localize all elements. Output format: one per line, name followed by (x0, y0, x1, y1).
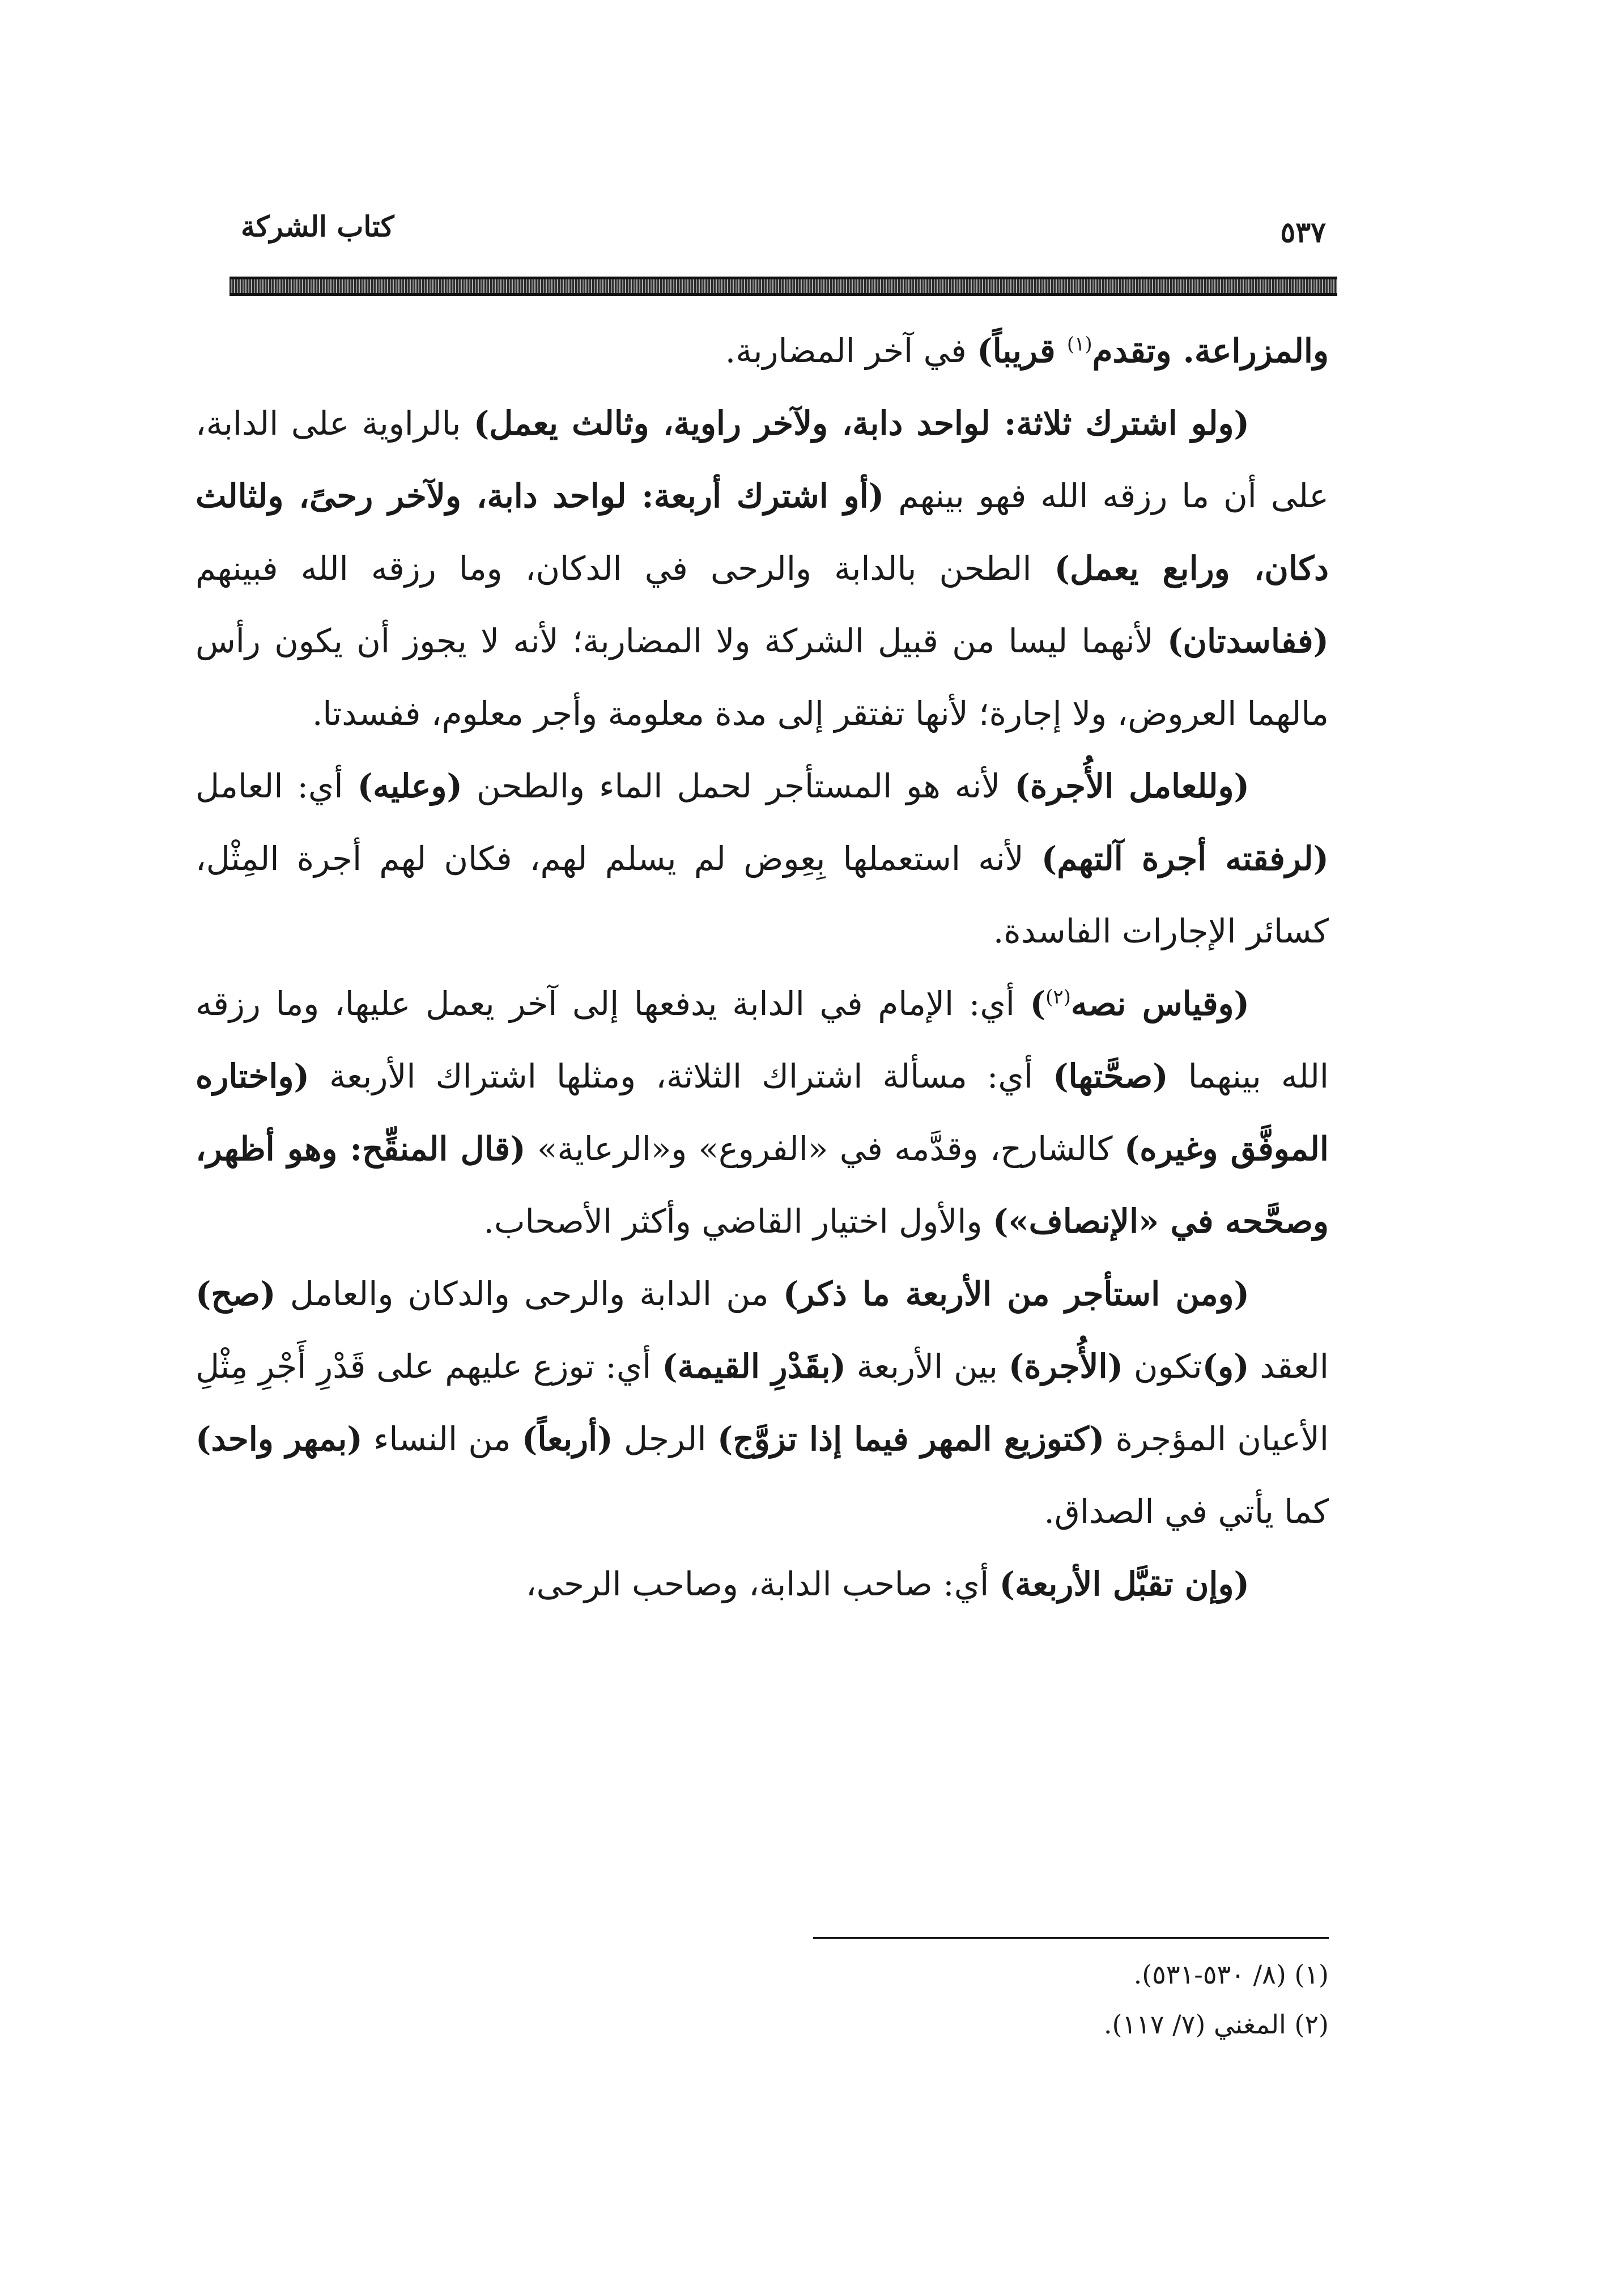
bold-text-run: (كتوزيع المهر فيما إذا تزوَّج) (717, 1420, 1105, 1458)
paragraph (195, 1548, 1329, 1620)
text-run: الطحن بالدابة والرحى في الدكان، وما رزقه الله فبينهم (195, 549, 1055, 588)
text-run: أي: مسألة اشتراك الثلاثة، ومثلها اشتراك الأربعة (309, 1057, 1053, 1095)
bold-text-run: (وللعامل الأُجرة) (1014, 767, 1249, 805)
text-run: لأنه استعملها بِعِوض لم يسلم لهم، فكان لهم أجرة المِثْل، كسائر الإجارات الفاسدة. (195, 839, 1329, 950)
bold-text-run: (وقياس نصه (1070, 984, 1249, 1023)
text-run: أي: صاحب الدابة، وصاحب الرحى، (525, 1565, 1000, 1603)
page-header (229, 210, 1337, 272)
bold-text-run: (ومن استأجر من الأربعة ما ذكر) (783, 1275, 1249, 1313)
text-run: بالراوية على الدابة، على أن ما رزقه الله فهو بينهم (195, 404, 1329, 515)
footnote-1: (١) (٨/ ٥٣٠-٥٣١). (1133, 1959, 1329, 1990)
bold-text-run: (ففاسدتان) (1167, 622, 1329, 660)
text-run: لأنهما ليسا من قبيل الشركة ولا المضاربة؛ لأنه لا يجوز أن يكون رأس مالهما العروض، ولا إجارة؛ لأنها تفتقر إلى مدة معلومة وأجر معلوم، ففسدتا. (195, 622, 1329, 733)
bold-text-run: قريباً) (977, 332, 1067, 370)
text-run: كما يأتي في الصداق. (1044, 1492, 1329, 1531)
bold-text-run: (و) (1202, 1347, 1249, 1386)
header-rule (229, 277, 1337, 296)
bold-text-run: (أربعاً) (521, 1420, 613, 1458)
page-number: ٥٣٧ (1280, 215, 1326, 249)
text-run: والأول اختيار القاضي وأكثر الأصحاب. (483, 1202, 993, 1241)
bold-text-run: ) (1030, 984, 1046, 1023)
bold-text-run: (بمهر واحد) (195, 1420, 363, 1458)
footnote-separator (813, 1937, 1329, 1939)
text-run: من الدابة والرحى والدكان والعامل (275, 1275, 783, 1313)
body-text (195, 315, 1329, 1620)
paragraph (195, 1258, 1329, 1548)
paragraph (195, 387, 1329, 750)
text-run: تكون (1123, 1347, 1202, 1386)
bold-text-run: (بقَدْرِ القيمة) (662, 1347, 846, 1386)
text-run: بين الأربعة (845, 1347, 1009, 1386)
paragraph (195, 315, 1329, 387)
bold-text-run: (وإن تقبَّل الأربعة) (999, 1565, 1249, 1603)
footnote-ref: (١) (1066, 333, 1092, 356)
text-run: كالشارح، وقدَّمه في «الفروع» و«الرعاية» (525, 1129, 1124, 1168)
footnote-ref: (٢) (1045, 986, 1071, 1009)
text-run: أي: توزع عليهم على قَدْرِ أَجْرِ مِثْلِ الأعيان المؤجرة (195, 1347, 1329, 1458)
text-run: العقد (1249, 1347, 1329, 1386)
text-run: في آخر المضاربة. (725, 332, 977, 370)
text-run: لأنه هو المستأجر لحمل الماء والطحن (462, 767, 1015, 805)
text-run: أي: العامل (195, 767, 358, 805)
running-title: كتاب الشركة (241, 210, 394, 243)
bold-text-run: (ولو اشترك ثلاثة: لواحد دابة، ولآخر راوية، وثالث يعمل) (473, 404, 1249, 443)
paragraph (195, 967, 1329, 1258)
bold-text-run: (واختاره الموفَّق وغيره) (195, 1057, 1329, 1168)
text-run: الرجل (613, 1420, 717, 1458)
bold-text-run: (صح) (195, 1275, 276, 1313)
bold-text-run: (أو اشترك أربعة: لواحد دابة، ولآخر رحىً، ولثالث دكان، ورابع يعمل) (195, 477, 1329, 588)
paragraph (195, 750, 1329, 967)
bold-text-run: (وعليه) (357, 767, 462, 805)
bold-text-run: والمزراعة. وتقدم (1092, 332, 1329, 370)
bold-text-run: (الأُجرة) (1008, 1347, 1124, 1386)
bold-text-run: (لرفقته أجرة آلتهم) (1041, 839, 1329, 878)
bold-text-run: (قال المنقِّح: وهو أظهر، وصحَّحه في «الإنصاف») (195, 1129, 1329, 1241)
footnote-2: (٢) المغني (٧/ ١١٧). (1103, 2009, 1329, 2040)
footnotes (195, 1950, 1329, 2049)
text-run: من النساء (362, 1420, 522, 1458)
bold-text-run: (صحَّتها) (1053, 1057, 1168, 1095)
text-run: أي: الإمام في الدابة يدفعها إلى آخر يعمل عليها، وما رزقه الله بينهما (195, 984, 1329, 1095)
